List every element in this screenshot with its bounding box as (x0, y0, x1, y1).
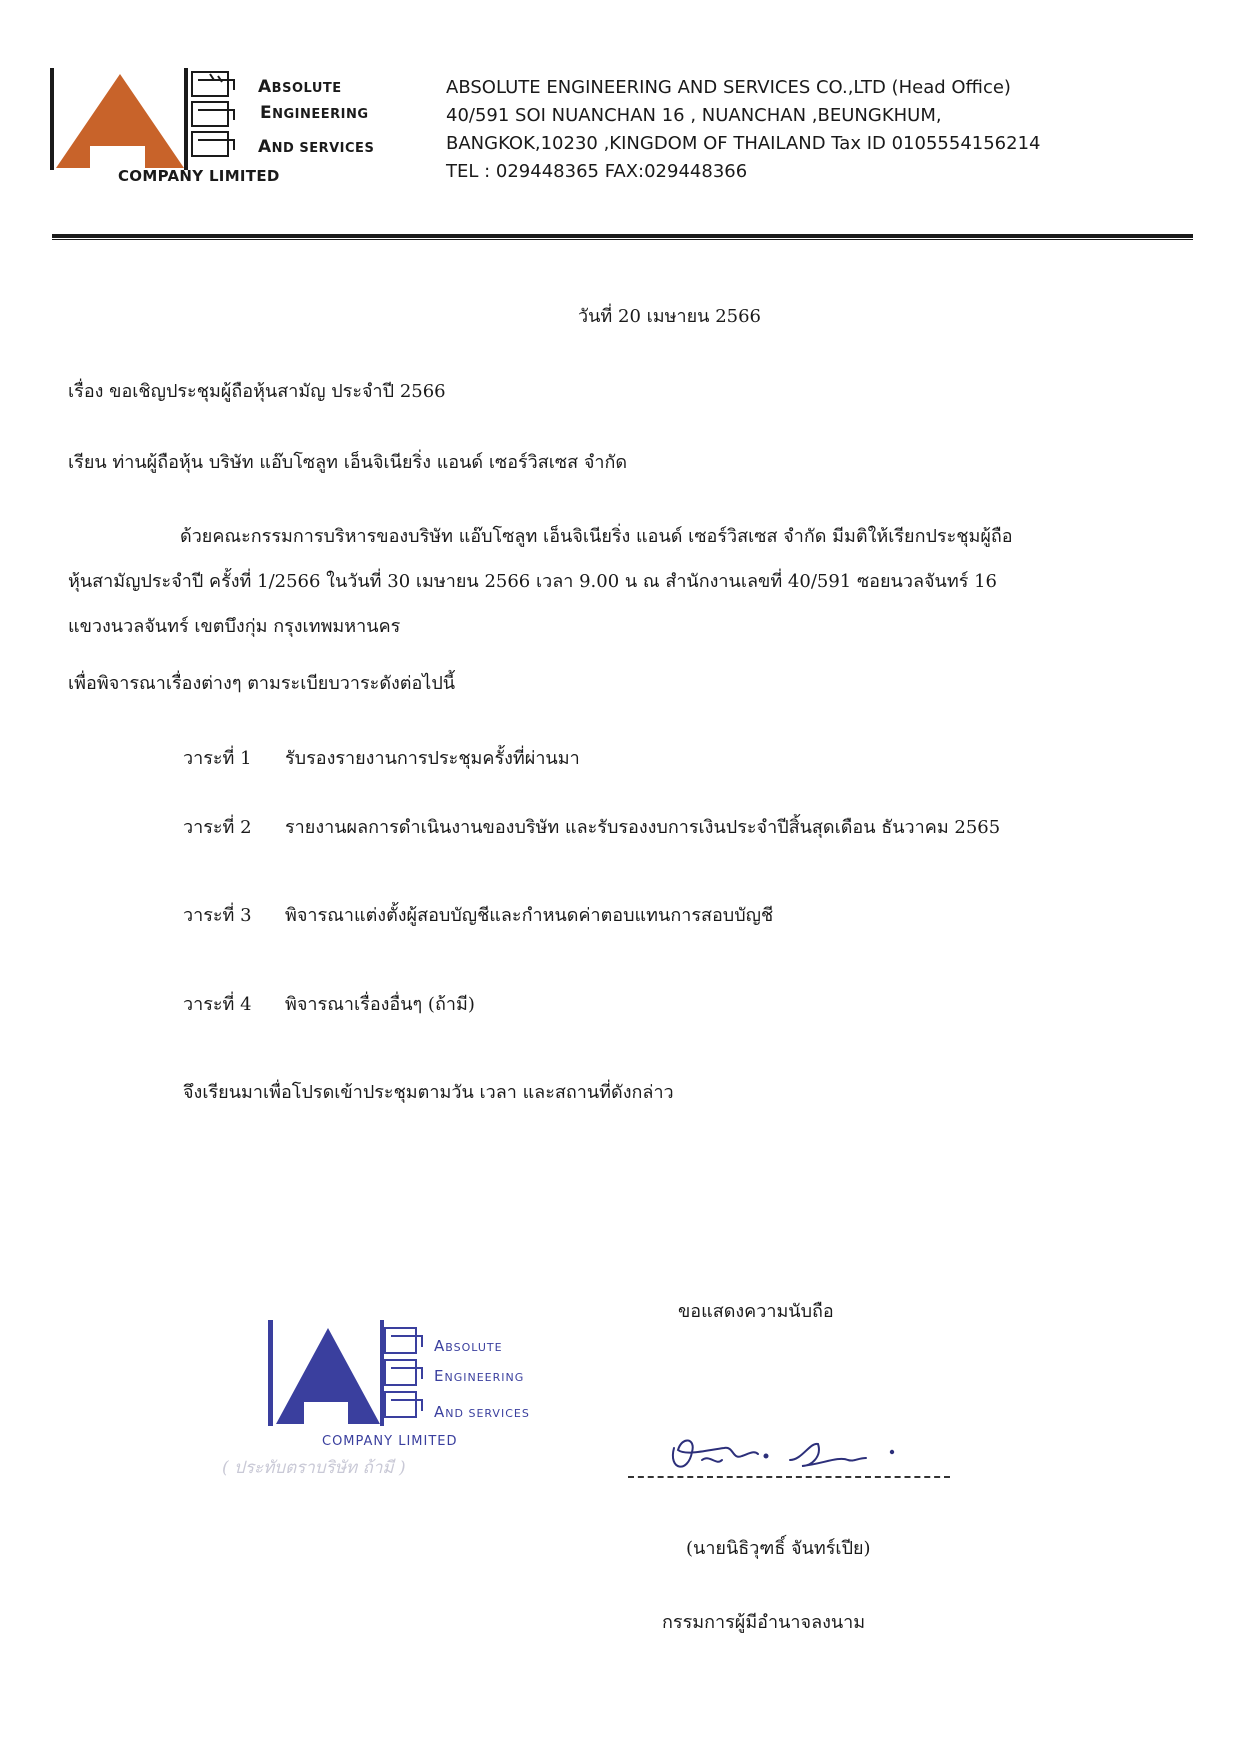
header-divider-thin (52, 239, 1193, 240)
address-line-3: BANGKOK,10230 ,KINGDOM OF THAILAND Tax ID 0105554156214 (446, 133, 1041, 154)
agenda-item-2-text: รายงานผลการดำเนินงานของบริษัท และรับรองงบการเงินประจำปีสิ้นสุดเดือน ธันวาคม 2565 (285, 817, 1001, 838)
letter-date: วันที่ 20 เมษายน 2566 (578, 306, 761, 327)
letter-recipient: เรียน ท่านผู้ถือหุ้น บริษัท แอ๊บโซลูท เอ็นจิเนียริ่ง แอนด์ เซอร์วิสเซส จำกัด (68, 452, 628, 473)
agenda-intro: เพื่อพิจารณาเรื่องต่างๆ ตามระเบียบวาระดังต่อไปนี้ (68, 673, 456, 694)
address-line-4: TEL : 029448365 FAX:029448366 (446, 161, 748, 182)
agenda-item-2-number: วาระที่ 2 (183, 817, 252, 838)
stamp-word-engineering: ENGINEERING (434, 1367, 525, 1385)
agenda-item-1-number: วาระที่ 1 (183, 748, 252, 769)
company-address-block (446, 74, 1226, 186)
agenda-item-3-number: วาระที่ 3 (183, 905, 252, 926)
seal-caption: ( ประทับตราบริษัท ถ้ามี ) (222, 1458, 406, 1478)
agenda-item-3-text: พิจารณาแต่งตั้งผู้สอบบัญชีและกำหนดค่าตอบแทนการสอบบัญชี (285, 905, 774, 926)
stamp-company-limited: COMPANY LIMITED (322, 1434, 458, 1449)
address-line-2: 40/591 SOI NUANCHAN 16 , NUANCHAN ,BEUNGKHUM, (446, 105, 942, 126)
agenda-item-1-text: รับรองรายงานการประชุมครั้งที่ผ่านมา (285, 748, 580, 769)
stamp-triangle-icon (268, 1320, 386, 1426)
stamp-word-and-services: AND SERVICES (434, 1403, 530, 1421)
logo-triangle-icon (50, 68, 190, 170)
body-paragraph-line-2: หุ้นสามัญประจำปี ครั้งที่ 1/2566 ในวันที่ 30 เมษายน 2566 เวลา 9.00 น ณ สำนักงานเลขที่ 40/591 ซอยนวลจันทร์ 16 (68, 571, 997, 592)
address-line-1: ABSOLUTE ENGINEERING AND SERVICES CO.,LTD (Head Office) (446, 77, 1011, 98)
logo-word-engineering: ENGINEERING (260, 103, 369, 123)
header-divider (52, 234, 1193, 238)
letter-subject: เรื่อง ขอเชิญประชุมผู้ถือหุ้นสามัญ ประจำปี 2566 (68, 381, 446, 402)
logo-word-absolute: ABSOLUTE (258, 77, 342, 97)
stamp-word-absolute: ABSOLUTE (434, 1337, 503, 1355)
signer-name: (นายนิธิวุฑธิ์ จันทร์เปีย) (686, 1538, 871, 1559)
logo-word-and-services: AND SERVICES (258, 137, 375, 157)
agenda-item-4-text: พิจารณาเรื่องอื่นๆ (ถ้ามี) (285, 994, 475, 1015)
regards-text: ขอแสดงความนับถือ (678, 1301, 834, 1322)
body-paragraph-line-1: ด้วยคณะกรรมการบริหารของบริษัท แอ๊บโซลูท เอ็นจิเนียริ่ง แอนด์ เซอร์วิสเซส จำกัด มีมติให้เรียกประชุมผู้ถือ (180, 526, 1013, 547)
signature-line (628, 1476, 950, 1478)
signer-title: กรรมการผู้มีอำนาจลงนาม (662, 1612, 866, 1633)
logo-brackets-icon (188, 68, 258, 160)
agenda-item-4-number: วาระที่ 4 (183, 994, 252, 1015)
logo-company-limited: COMPANY LIMITED (118, 167, 280, 185)
body-paragraph-line-3: แขวงนวลจันทร์ เขตบึงกุ่ม กรุงเทพมหานคร (68, 616, 401, 637)
stamp-brackets-icon (382, 1325, 440, 1421)
closing-sentence: จึงเรียนมาเพื่อโปรดเข้าประชุมตามวัน เวลา และสถานที่ดังกล่าว (183, 1082, 674, 1103)
